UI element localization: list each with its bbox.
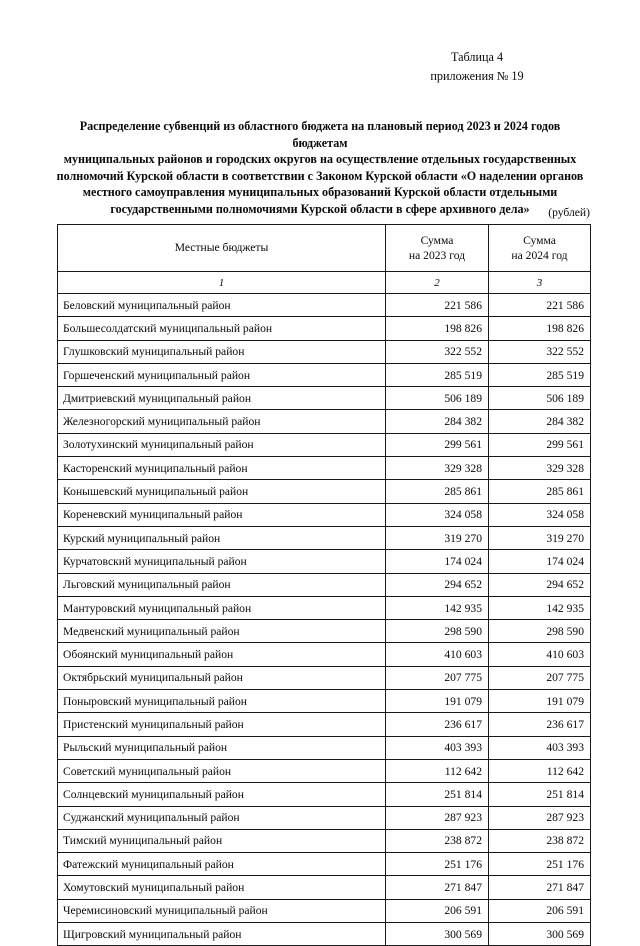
table-row xyxy=(58,690,591,713)
table-row xyxy=(58,666,591,689)
column-number-3: 3 xyxy=(489,272,591,294)
cell-municipality-name: Советский муниципальный район xyxy=(58,759,386,782)
cell-amount-2023: 410 603 xyxy=(386,643,489,666)
cell-amount-2024: 403 393 xyxy=(489,736,591,759)
cell-amount-2024: 298 590 xyxy=(489,620,591,643)
cell-amount-2024: 221 586 xyxy=(489,294,591,317)
page-title-line-1: Распределение субвенций из областного бюджета на плановый период 2023 и 2024 годов бюджетам xyxy=(79,119,561,150)
cell-amount-2023: 207 775 xyxy=(386,666,489,689)
table-header xyxy=(58,225,591,294)
cell-amount-2024: 285 861 xyxy=(489,480,591,503)
table-row xyxy=(58,550,591,573)
budget-table xyxy=(57,224,591,946)
table-row xyxy=(58,643,591,666)
column-header-sum-2023-line-2: на 2023 год xyxy=(408,249,466,262)
cell-amount-2024: 191 079 xyxy=(489,690,591,713)
cell-amount-2023: 238 872 xyxy=(386,829,489,852)
cell-amount-2023: 221 586 xyxy=(386,294,489,317)
table-row xyxy=(58,806,591,829)
cell-amount-2023: 191 079 xyxy=(386,690,489,713)
table-row xyxy=(58,294,591,317)
cell-amount-2023: 284 382 xyxy=(386,410,489,433)
cell-amount-2024: 206 591 xyxy=(489,899,591,922)
cell-municipality-name: Глушковский муниципальный район xyxy=(58,340,386,363)
cell-amount-2023: 287 923 xyxy=(386,806,489,829)
cell-amount-2024: 271 847 xyxy=(489,876,591,899)
cell-municipality-name: Рыльский муниципальный район xyxy=(58,736,386,759)
cell-amount-2023: 285 861 xyxy=(386,480,489,503)
table-row xyxy=(58,457,591,480)
cell-amount-2023: 285 519 xyxy=(386,363,489,386)
table-row xyxy=(58,317,591,340)
cell-municipality-name: Большесолдатский муниципальный район xyxy=(58,317,386,340)
cell-municipality-name: Тимский муниципальный район xyxy=(58,829,386,852)
table-row xyxy=(58,783,591,806)
column-header-sum-2024-line-1: Сумма xyxy=(523,233,556,247)
cell-amount-2023: 324 058 xyxy=(386,503,489,526)
cell-amount-2024: 284 382 xyxy=(489,410,591,433)
cell-municipality-name: Мантуровский муниципальный район xyxy=(58,596,386,619)
budget-table-container xyxy=(57,224,590,946)
cell-amount-2024: 300 569 xyxy=(489,923,591,946)
cell-amount-2024: 198 826 xyxy=(489,317,591,340)
cell-amount-2024: 324 058 xyxy=(489,503,591,526)
table-row xyxy=(58,410,591,433)
units-note: (рублей) xyxy=(548,206,590,219)
cell-municipality-name: Пристенский муниципальный район xyxy=(58,713,386,736)
cell-amount-2023: 251 814 xyxy=(386,783,489,806)
column-header-sum-2023-line-1: Сумма xyxy=(420,233,454,247)
table-number: Таблица 4 xyxy=(450,50,504,64)
cell-amount-2023: 403 393 xyxy=(386,736,489,759)
cell-amount-2023: 174 024 xyxy=(386,550,489,573)
page-title xyxy=(56,118,584,218)
page-title-line-3: полномочий Курской области в соответствии с Законом Курской области «О наделении органов xyxy=(56,168,584,183)
column-header-sum-2024 xyxy=(489,225,591,272)
cell-amount-2023: 236 617 xyxy=(386,713,489,736)
cell-amount-2023: 271 847 xyxy=(386,876,489,899)
column-header-sum-2023 xyxy=(386,225,489,272)
table-row xyxy=(58,713,591,736)
column-header-local-budgets xyxy=(58,225,386,272)
cell-amount-2023: 299 561 xyxy=(386,433,489,456)
cell-amount-2023: 251 176 xyxy=(386,853,489,876)
cell-amount-2024: 329 328 xyxy=(489,457,591,480)
table-row xyxy=(58,363,591,386)
cell-amount-2023: 294 652 xyxy=(386,573,489,596)
cell-amount-2023: 142 935 xyxy=(386,596,489,619)
table-row xyxy=(58,433,591,456)
page-title-line-2: муниципальных районов и городских округов на осуществление отдельных государственных xyxy=(63,152,577,167)
cell-municipality-name: Беловский муниципальный район xyxy=(58,294,386,317)
table-caption xyxy=(362,48,592,86)
cell-municipality-name: Кореневский муниципальный район xyxy=(58,503,386,526)
cell-amount-2024: 319 270 xyxy=(489,526,591,549)
table-header-row xyxy=(58,225,591,272)
cell-municipality-name: Фатежский муниципальный район xyxy=(58,853,386,876)
table-row xyxy=(58,736,591,759)
cell-municipality-name: Солнцевский муниципальный район xyxy=(58,783,386,806)
cell-amount-2024: 506 189 xyxy=(489,387,591,410)
table-row xyxy=(58,876,591,899)
cell-municipality-name: Льговский муниципальный район xyxy=(58,573,386,596)
table-row xyxy=(58,387,591,410)
page-title-line-4: местного самоуправления муниципальных образований Курской области отдельными xyxy=(82,185,558,200)
cell-municipality-name: Обоянский муниципальный район xyxy=(58,643,386,666)
cell-municipality-name: Медвенский муниципальный район xyxy=(58,620,386,643)
cell-municipality-name: Горшеченский муниципальный район xyxy=(58,363,386,386)
cell-municipality-name: Курчатовский муниципальный район xyxy=(58,550,386,573)
cell-amount-2024: 294 652 xyxy=(489,573,591,596)
table-row xyxy=(58,923,591,946)
cell-amount-2024: 238 872 xyxy=(489,829,591,852)
cell-amount-2024: 299 561 xyxy=(489,433,591,456)
column-number-2: 2 xyxy=(386,272,489,294)
appendix-number: приложения № 19 xyxy=(430,69,524,83)
cell-amount-2023: 506 189 xyxy=(386,387,489,410)
table-row xyxy=(58,596,591,619)
cell-amount-2024: 410 603 xyxy=(489,643,591,666)
cell-amount-2023: 329 328 xyxy=(386,457,489,480)
cell-municipality-name: Железногорский муниципальный район xyxy=(58,410,386,433)
cell-municipality-name: Касторенский муниципальный район xyxy=(58,457,386,480)
cell-amount-2024: 112 642 xyxy=(489,759,591,782)
page-title-line-5: государственными полномочиями Курской области в сфере архивного дела» xyxy=(110,201,530,216)
cell-amount-2024: 322 552 xyxy=(489,340,591,363)
cell-amount-2023: 112 642 xyxy=(386,759,489,782)
column-header-sum-2024-line-2: на 2024 год xyxy=(511,249,568,262)
table-body xyxy=(58,294,591,946)
table-row xyxy=(58,340,591,363)
table-row xyxy=(58,853,591,876)
cell-municipality-name: Конышевский муниципальный район xyxy=(58,480,386,503)
table-column-number-row xyxy=(58,272,591,294)
cell-municipality-name: Курский муниципальный район xyxy=(58,526,386,549)
cell-amount-2024: 174 024 xyxy=(489,550,591,573)
cell-municipality-name: Октябрьский муниципальный район xyxy=(58,666,386,689)
table-row xyxy=(58,620,591,643)
table-row xyxy=(58,480,591,503)
cell-amount-2023: 300 569 xyxy=(386,923,489,946)
table-row xyxy=(58,573,591,596)
cell-amount-2024: 285 519 xyxy=(489,363,591,386)
cell-amount-2024: 207 775 xyxy=(489,666,591,689)
cell-municipality-name: Дмитриевский муниципальный район xyxy=(58,387,386,410)
cell-municipality-name: Щигровский муниципальный район xyxy=(58,923,386,946)
cell-amount-2024: 142 935 xyxy=(489,596,591,619)
table-row xyxy=(58,899,591,922)
cell-municipality-name: Золотухинский муниципальный район xyxy=(58,433,386,456)
cell-municipality-name: Суджанский муниципальный район xyxy=(58,806,386,829)
table-row xyxy=(58,526,591,549)
cell-municipality-name: Поныровский муниципальный район xyxy=(58,690,386,713)
cell-amount-2023: 198 826 xyxy=(386,317,489,340)
cell-amount-2023: 319 270 xyxy=(386,526,489,549)
cell-amount-2024: 287 923 xyxy=(489,806,591,829)
cell-amount-2023: 322 552 xyxy=(386,340,489,363)
table-row xyxy=(58,503,591,526)
cell-municipality-name: Хомутовский муниципальный район xyxy=(58,876,386,899)
cell-amount-2024: 251 814 xyxy=(489,783,591,806)
table-row xyxy=(58,829,591,852)
cell-amount-2023: 206 591 xyxy=(386,899,489,922)
column-number-1: 1 xyxy=(58,272,386,294)
cell-amount-2024: 236 617 xyxy=(489,713,591,736)
cell-amount-2023: 298 590 xyxy=(386,620,489,643)
table-row xyxy=(58,759,591,782)
cell-municipality-name: Черемисиновский муниципальный район xyxy=(58,899,386,922)
column-header-local-budgets-label: Местные бюджеты xyxy=(174,241,269,255)
cell-amount-2024: 251 176 xyxy=(489,853,591,876)
